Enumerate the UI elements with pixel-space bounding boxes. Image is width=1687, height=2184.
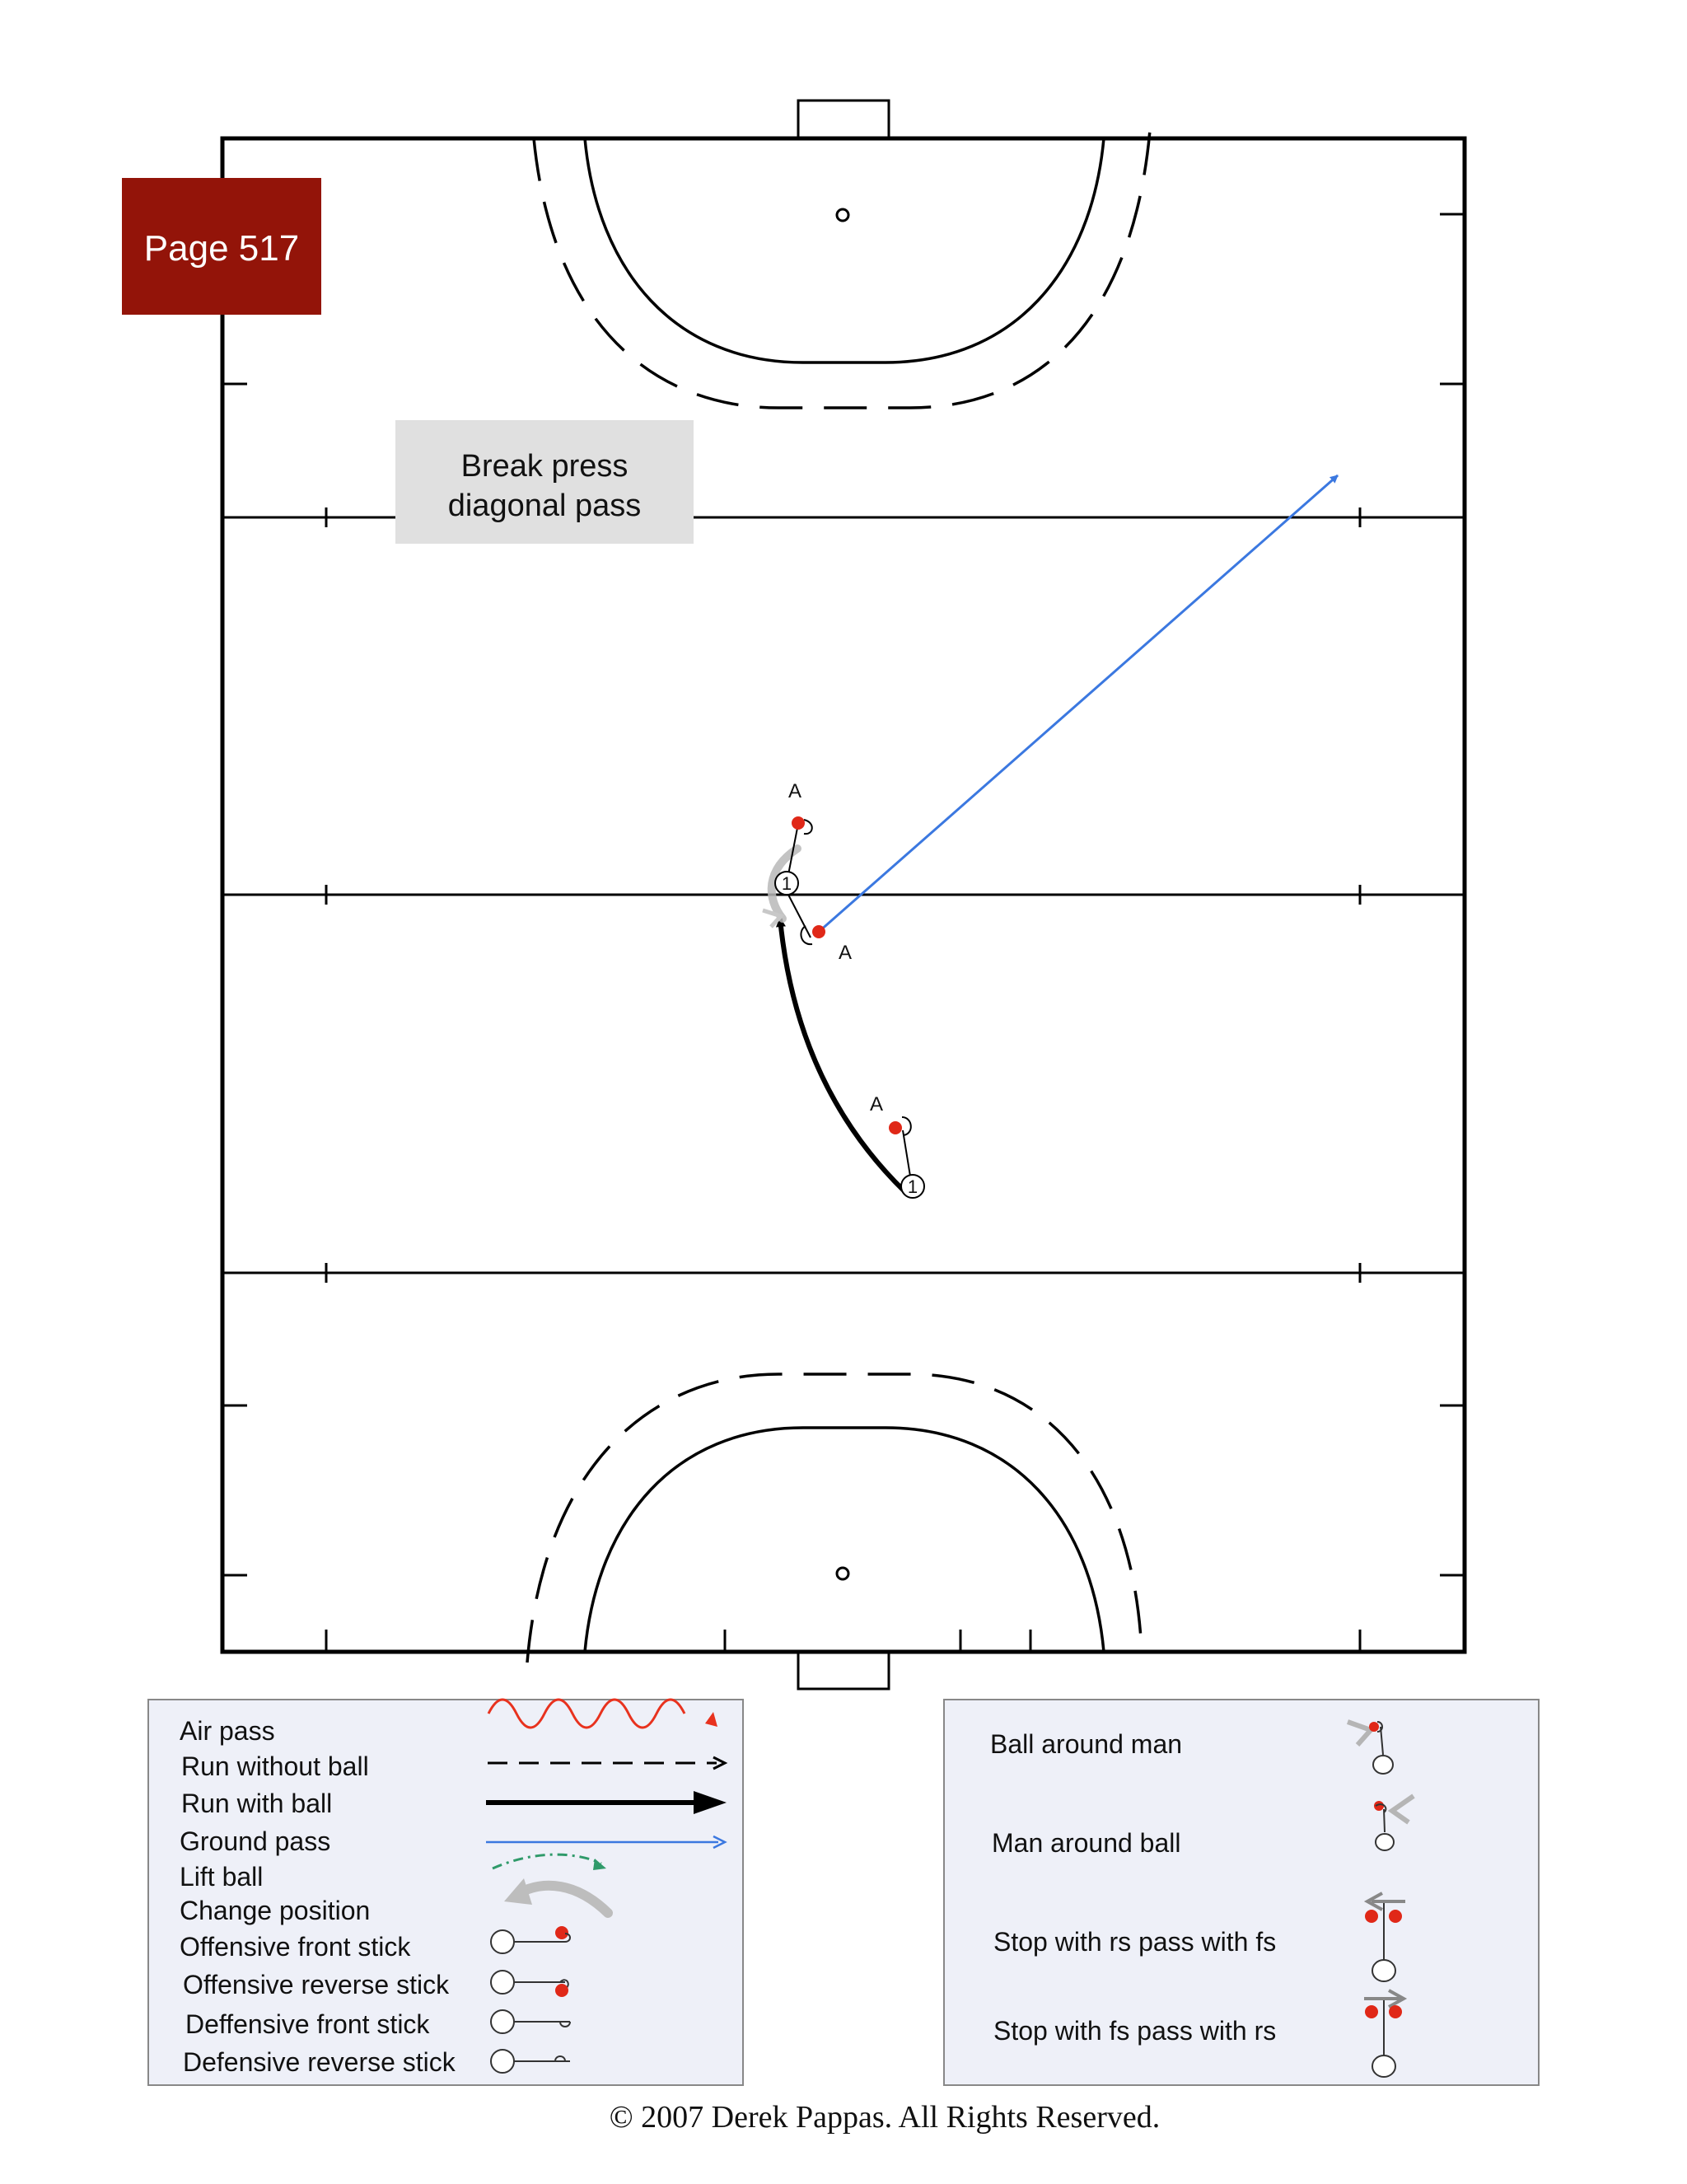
player-center [788, 895, 852, 964]
player-lower-dot [889, 1121, 902, 1134]
legend-defensive-front-stick: Deffensive front stick [185, 2009, 430, 2039]
legend-ground-pass: Ground pass [180, 1826, 331, 1856]
drill-title-line-1: Break press [460, 449, 629, 484]
legend-air-pass: Air pass [180, 1716, 275, 1746]
legend-run-with-ball: Run with ball [181, 1789, 333, 1818]
legend-stop-fs-pass-rs: Stop with fs pass with rs [993, 2016, 1277, 2046]
legend-run-without-ball: Run without ball [181, 1751, 369, 1781]
offensive-front-stick-dot [555, 1926, 568, 1939]
page-badge-label: Page 517 [143, 228, 300, 269]
player-lower-label: A [869, 1093, 884, 1115]
drill-title-line-2: diagonal pass [447, 489, 642, 523]
player-top-dot [792, 816, 805, 830]
legend-man-around-ball: Man around ball [992, 1828, 1181, 1858]
player-center-dot [812, 925, 825, 938]
bottom-dashed-circle [527, 1374, 1142, 1663]
offensive-reverse-stick-dot [555, 1984, 568, 1997]
legend-change-position: Change position [180, 1896, 371, 1925]
top-shooting-circle [585, 138, 1104, 362]
legend-lift-ball: Lift ball [180, 1862, 264, 1892]
legend-defensive-reverse-stick: Defensive reverse stick [183, 2047, 456, 2077]
ground-pass-arrow [819, 475, 1338, 932]
bottom-goal [798, 1652, 889, 1689]
top-goal [798, 101, 889, 138]
ball-marker-top-label: 1 [781, 873, 792, 894]
legend-ball-around-man: Ball around man [990, 1729, 1183, 1759]
player-center-label: A [838, 942, 853, 964]
legend-stop-rs-pass-fs: Stop with rs pass with fs [993, 1927, 1277, 1957]
top-penalty-spot [837, 209, 848, 221]
bottom-penalty-spot [837, 1568, 848, 1579]
player-top-label: A [787, 780, 802, 802]
legend-offensive-front-stick: Offensive front stick [180, 1932, 411, 1962]
bottom-shooting-circle [585, 1428, 1104, 1652]
baseline-ticks [326, 1630, 1360, 1652]
ball-marker-lower-label: 1 [907, 1176, 918, 1197]
player-top [775, 780, 812, 895]
legend-offensive-reverse-stick: Offensive reverse stick [183, 1970, 450, 1999]
copyright-notice: © 2007 Derek Pappas. All Rights Reserved. [609, 2100, 1161, 2135]
